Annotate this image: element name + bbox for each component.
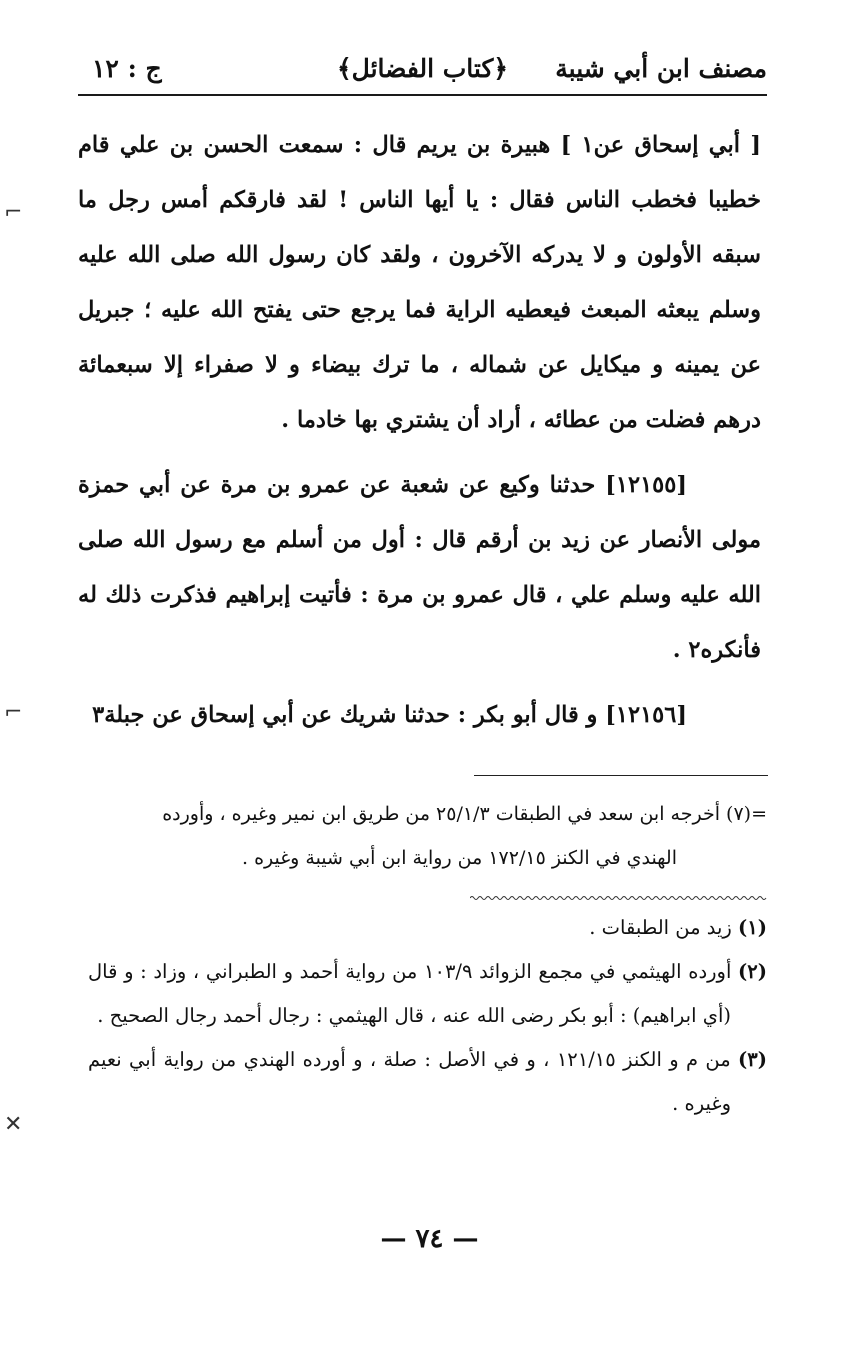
hadith-entry-12155 [78, 458, 761, 678]
footnote-continuation [88, 792, 767, 880]
footnote-separator [474, 775, 768, 776]
section-title: ﴿كتاب الفضائل﴾ [337, 54, 508, 83]
footnote-continuation-line: =(٧) أخرجه ابن سعد في الطبقات ٢٥/١/٣ من طريق ابن نمير وغيره ، وأورده [162, 803, 767, 825]
footnote-1 [88, 906, 767, 950]
page-number: — ٧٤ — [380, 1224, 479, 1254]
wavy-separator [470, 895, 768, 901]
margin-mark: ⌐ [4, 700, 23, 725]
footnote-2 [88, 950, 767, 1038]
footnote-mark: (٢) [738, 960, 767, 983]
paragraph-continuation: [ أبي إسحاق عن١ ] هبيرة بن يريم قال : سمعت الحسن بن علي قام خطيبا فخطب الناس فقال : يا أيها الناس ! لقد فارقكم أمس رجل ما سبقه الأولون و لا يدركه الآخرون ، ولقد كان رسول الله صلى الله عليه وسلم يبعثه المبعث فيعطيه الراية فما يرجع حتى يفتح الله عليه ؛ جبريل عن يمينه و ميكايل عن شماله ، ما ترك بيضاء و لا صفراء إلا سبعمائة درهم فضلت من عطائه ، أراد أن يشتري بها خادما . [78, 132, 761, 433]
hadith-number: [١٢١٥٦] [605, 702, 687, 728]
hadith-text: حدثنا وكيع عن شعبة عن عمرو بن مرة عن أبي حمزة مولى الأنصار عن زيد بن أرقم قال : أول من أسلم مع رسول الله صلى الله عليه وسلم علي ، قال عمرو بن مرة : فأتيت إبراهيم فذكرت ذلك له فأنكره٢ . [78, 472, 761, 663]
margin-mark: ✕ [4, 1112, 23, 1137]
footnote-text: من م و الكنز ١٢١/١٥ ، و في الأصل : صلة ، و أورده الهندي من رواية أبي نعيم وغيره . [88, 1048, 731, 1115]
footnote-mark: (٣) [738, 1048, 767, 1071]
footnote-mark: (١) [738, 916, 767, 939]
footnote-text: زيد من الطبقات . [589, 916, 732, 939]
footnote-text: أورده الهيثمي في مجمع الزوائد ١٠٣/٩ من رواية أحمد و الطبراني ، وزاد : و قال (أي ابراهيم) : أبو بكر رضى الله عنه ، قال الهيثمي : رجال أحمد رجال الصحيح . [88, 960, 732, 1027]
margin-mark: ⌐ [4, 200, 23, 225]
hadith-text: و قال أبو بكر : حدثنا شريك عن أبي إسحاق عن جبلة٣ [92, 702, 598, 728]
hadith-entry-12156 [78, 688, 761, 743]
footnotes [88, 906, 767, 1126]
book-title: مصنف ابن أبي شيبة [555, 54, 767, 83]
footnote-continuation-line: الهندي في الكنز ١٧٢/١٥ من رواية ابن أبي شيبة وغيره . [241, 847, 677, 869]
volume-number: ج : ١٢ [92, 54, 162, 83]
hadith-number: [١٢١٥٥] [605, 472, 687, 498]
running-header [78, 48, 767, 96]
main-text [78, 118, 761, 743]
footnote-3 [88, 1038, 767, 1126]
